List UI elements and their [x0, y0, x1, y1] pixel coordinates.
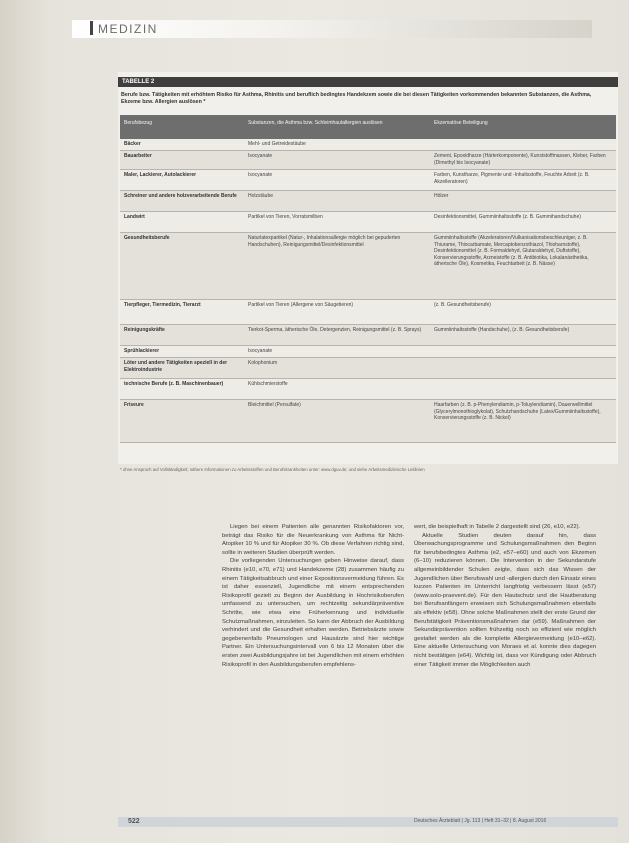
body-column-right — [414, 523, 596, 669]
table-footnote: * ohne Anspruch auf Vollständigkeit; nähere Informationen zu Arbeitsstoffen und Berufskrankheiten unter: www.dguv.de; und siehe Arbeitsmedizinische Leitlinien — [120, 467, 425, 472]
table-cell: Partikel von Tieren, Vorratsmilben — [248, 214, 323, 220]
table-cell: (z. B. Gesundheitsberufe) — [434, 302, 491, 308]
table-cell: Kühlschmierstoffe — [248, 381, 288, 387]
table-cell: Mehl- und Getreidestäube — [248, 141, 306, 147]
table-row — [120, 139, 616, 151]
table-row — [120, 233, 616, 300]
table-cell: Isocyanate — [248, 348, 273, 354]
table-cell: Landwirt — [124, 214, 145, 220]
table-row — [120, 212, 616, 233]
table-cell: Gesundheitsberufe — [124, 235, 170, 241]
table-cell: Schreiner und andere holzverarbeitende Berufe — [124, 193, 237, 199]
table-cell: Sprühlackierer — [124, 348, 160, 354]
table-header-cell: Berufsbezug — [124, 120, 153, 126]
table-header-cell: Ekzematöse Beteiligung — [434, 120, 488, 126]
table-cell: Tierkot-Sperma, ätherische Öle, Detergenzien, Reinigungsmittel (z. B. Sprays) — [248, 327, 422, 333]
table-label: TABELLE 2 — [118, 77, 618, 87]
table-cell: Gummiinhaltsstoffe (Handschuhe), (z. B. Gesundheitsberufe) — [434, 327, 570, 333]
table-cell: Partikel von Tieren (Allergene von Säugetieren) — [248, 302, 354, 308]
table-row — [120, 400, 616, 443]
table-cell: Löter und andere Tätigkeiten speziell in der Elektroindustrie — [124, 360, 228, 373]
table-row — [120, 379, 616, 400]
table-cell: Reinigungskräfte — [124, 327, 165, 333]
table-row — [120, 170, 616, 191]
table-row — [120, 325, 616, 346]
table-cell: Bäcker — [124, 141, 141, 147]
table-cell: Bleichmittel (Persulfate) — [248, 402, 301, 408]
table-cell: technische Berufe (z. B. Maschinenbauer) — [124, 381, 224, 387]
table-header — [120, 115, 616, 139]
journal-info: Deutsches Ärzteblatt | Jg. 113 | Heft 31–32 | 8. August 2016 — [414, 818, 547, 824]
table-row — [120, 346, 616, 358]
table-row — [120, 300, 616, 325]
paragraph: Die vorliegenden Untersuchungen geben Hinweise darauf, dass Rhinitis (e10, e70, e71) und Handekzeme (28) zusammen häufig zu einem Tätigkeitsabbruch und einer Expositionsvermeidung führen. Es ist daher essenziell, Jugendliche mit einem entsprechenden Risikoprofil gezielt zu Beginn der Ausbildung in Hochrisikoberufen umfassend zu untersuchen, um rechtzeitig sekundärpräventive Schritte, wie etwa eine Früherkennung und individuelle Schutzmaßnahmen, einzuleiten. So kann der Abbruch der Ausbildung verhindert und die Gesundheit erhalten werden. Betriebsärzte sowie gegebenenfalls Pneumologen und Hausärzte sind hier wichtige Partner. Ein Untersuchungsintervall von 6 bis 12 Monaten über die ersten zwei Ausbildungsjahre ist bei Jugendlichen mit einem erhöhten Risikoprofil in den Ausbildungsberufen empfehlens- — [222, 558, 404, 668]
table-cell: Naturlatexpartikel (Natur-, Inhalationsallergie möglich bei gepuderten Handschuhen), Reinigungsmittel/Desinfektionsmittel — [248, 235, 401, 248]
table-cell: Kolophonium — [248, 360, 278, 366]
section-title: MEDIZIN — [98, 22, 158, 36]
table-cell: Holzstäube — [248, 193, 274, 199]
table-row — [120, 191, 616, 212]
table-row — [120, 151, 616, 170]
table-body — [120, 139, 616, 443]
table-cell: Zement, Epoxidharze (Härterkomponente), Kunststoffmassen, Kleber, Farben (Dimethyl bis Isocyanate) — [434, 153, 606, 166]
header-marker — [90, 21, 93, 35]
table-header-cell: Substanzen, die Asthma bzw. Schleimhautallergien auslösen — [248, 120, 383, 126]
table-cell: Hölzer — [434, 193, 449, 199]
table-cell: Isocyanate — [248, 153, 273, 159]
paragraph: Liegen bei einem Patienten alle genannten Risikofaktoren vor, beträgt das Risiko für die Neuerkrankung von Asthma für Nicht-Atopiker 10 % und für Atopiker 30 %. Ob diese Verfahren richtig sind, sollte in weiteren Studien überprüft werden. — [222, 524, 404, 556]
table-cell: Maler, Lackierer, Autolackierer — [124, 172, 197, 178]
table-cell: Bauarbeiter — [124, 153, 152, 159]
table-cell: Friseure — [124, 402, 144, 408]
body-column-left — [222, 523, 404, 669]
table-cell: Gummiinhaltsstoffe (Akzeleratoren/Vulkanisationsbeschleuniger, z. B. Thiurame, Thiocarbamate, Mercaptobenzothiazol, Thioharnstoffe), Desinfektionsmittel (z. B. Formaldehyd, Glutaraldehyd, Duftstoffe), Konservierungsstoffe, Arzneistoffe (z. B. Antibiotika, Lokalanästhetika, ätherische Öle), Kosmetika, Feuchtarbeit (z. B. Nässe) — [434, 235, 589, 267]
table-cell: Isocyanate — [248, 172, 273, 178]
paragraph: Aktuelle Studien deuten darauf hin, dass Überwachungsprogramme und Schulungsmaßnahmen den Beginn für berufsbedingtes Asthma (e2, e57–e60) und auch von Ekzemen (6–10) reduzieren können. Die Intervention in der Sekundarstufe allgemeinbildender Schulen zeigte, dass sich das Wissen der Jugendlichen über Berufswahl und -allergien durch den Einsatz eines kurzen Patienten im Unterricht langfristig verbessern lässt (e57) (www.solo-praevent.de). Für den Hautschutz und die Hautberatung bei Berufsanfängern erweisen sich Schulungsmaßnahmen ebenfalls als effektiv (e58). Ohne solche Maßnahmen stellt der erste Grund der Berufstätigkeit Präventionsmaßnahmen dar (e59). Maßnahmen der Sekundärprävention sollten frühzeitig noch so effizient wie möglich gestaltet werden als die komplette Allergievermeidung (e10–e62). Eine aktuelle Untersuchung von Moraes et al. konnte dies dagegen nicht bestätigen (e64). Wichtig ist, dass vor Kündigung oder Abbruch einer Tätigkeit immer die Möglichkeiten auch — [414, 532, 596, 668]
page-number: 522 — [128, 818, 140, 825]
paragraph: wert, die beispielhaft in Tabelle 2 dargestellt sind (26, e10, e22). — [414, 524, 581, 530]
table-row — [120, 358, 616, 379]
table-cell: Farben, Kunstharze, Pigmente und -Inhaltsstoffe, Feuchte Arbeit (z. B. Akzelleratoren) — [434, 172, 590, 185]
table-cell: Haarfarben (z. B. p-Phenylendiamin, p-Toluylendiamin), Dauerwellmittel (Glycerylmonothioglykolat), Schutzhandschuhe (Latex/Gummiinhaltsstoffe), Konservierungsstoffe (z. B. Nickel) — [434, 402, 601, 421]
table-cell: Desinfektionsmittel, Gummiinhaltsstoffe (z. B. Gummihandschuhe) — [434, 214, 581, 220]
table-cell: Tierpfleger, Tiermedizin, Tierarzt — [124, 302, 201, 308]
table-caption: Berufe bzw. Tätigkeiten mit erhöhtem Risiko für Asthma, Rhinitis und beruflich bedingtes Handekzem sowie die bei diesen Tätigkeiten vorkommenden bekannten Substanzen, die Asthma, Ekzeme bzw. Allergien auslösen * — [121, 92, 592, 105]
